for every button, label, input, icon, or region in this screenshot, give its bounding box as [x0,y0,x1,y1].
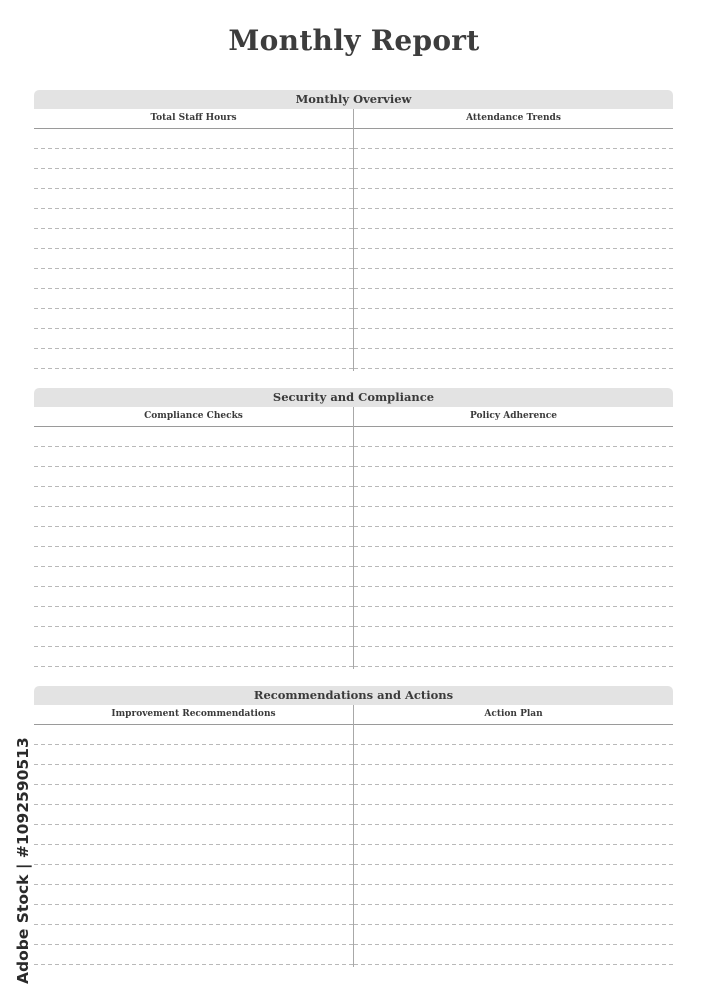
column-title: Policy Adherence [354,407,673,427]
column-policy-adherence [353,407,673,669]
section-heading: Monthly Overview [34,90,673,109]
section-columns [34,407,673,669]
writing-lines[interactable] [354,129,673,369]
writing-lines[interactable] [34,129,353,369]
watermark-text: Adobe Stock | #1092590513 [14,737,32,984]
column-title: Action Plan [354,705,673,725]
column-title: Attendance Trends [354,109,673,129]
column-compliance-checks [34,407,353,669]
section-monthly-overview [34,90,673,371]
section-heading: Recommendations and Actions [34,686,673,705]
writing-lines[interactable] [354,427,673,667]
column-title: Improvement Recommendations [34,705,353,725]
column-title: Total Staff Hours [34,109,353,129]
writing-lines[interactable] [34,427,353,667]
page-title: Monthly Report [228,24,480,57]
section-recommendations-actions [34,686,673,967]
column-title: Compliance Checks [34,407,353,427]
column-attendance-trends [353,109,673,371]
writing-lines[interactable] [354,725,673,965]
section-security-compliance [34,388,673,669]
section-heading: Security and Compliance [34,388,673,407]
column-action-plan [353,705,673,967]
column-improvement-recommendations [34,705,353,967]
column-total-staff-hours [34,109,353,371]
stock-watermark [8,737,32,984]
section-columns [34,705,673,967]
section-columns [34,109,673,371]
writing-lines[interactable] [34,725,353,965]
